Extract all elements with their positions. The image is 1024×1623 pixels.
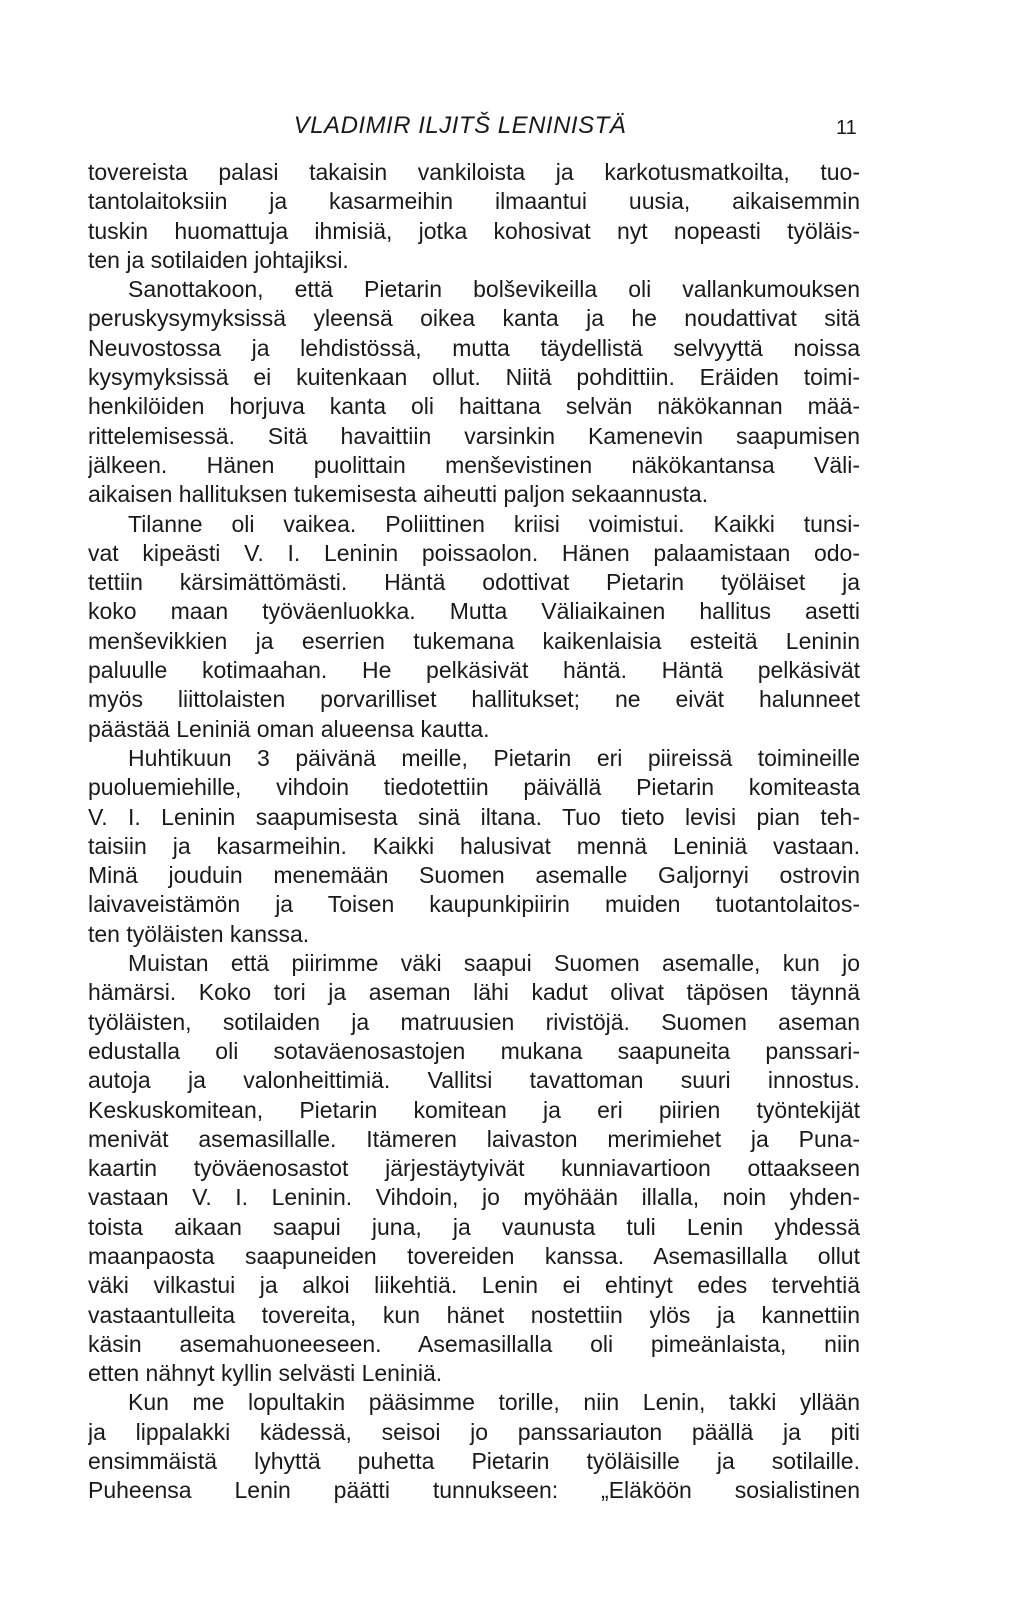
text-line: aikaisen hallituksen tukemisesta aiheutti paljon sekaannusta. (88, 481, 709, 508)
text-line: rittelemisessä. Sitä havaittiin varsinkin Kamenevin saapumisen (88, 422, 860, 449)
text-line: vat kipeästi V. I. Leninin poissaolon. Hänen palaamistaan odo- (88, 539, 860, 566)
text-line: kaartin työväenosastot järjestäytyivät kunniavartioon ottaakseen (88, 1155, 860, 1182)
text-line: käsin asemahuoneeseen. Asemasillalla oli pimeänlaista, niin (88, 1330, 860, 1357)
text-line: koko maan työväenluokka. Mutta Väliaikainen hallitus asetti (88, 598, 860, 625)
text-line: V. I. Leninin saapumisesta sinä iltana. Tuo tieto levisi pian teh- (88, 803, 860, 830)
text-line: tantolaitoksiin ja kasarmeihin ilmaantui uusia, aikaisemmin (88, 188, 860, 215)
text-line: paluulle kotimaahan. He pelkäsivät häntä. Häntä pelkäsivät (88, 657, 860, 684)
text-line: vastaan V. I. Leninin. Vihdoin, jo myöhään illalla, noin yhden- (88, 1184, 860, 1211)
text-line: väki vilkastui ja alkoi liikehtiä. Lenin ei ehtinyt edes tervehtiä (88, 1272, 860, 1299)
text-line: tuskin huomattuja ihmisiä, jotka kohosivat nyt nopeasti työläis- (88, 217, 860, 244)
text-line: tettiin kärsimättömästi. Häntä odottivat Pietarin työläiset ja (88, 569, 860, 596)
running-head (0, 110, 1024, 150)
paragraph-first-line: Muistan että piirimme väki saapui Suomen asemalle, kun jo (128, 950, 860, 977)
paragraph-first-line: Tilanne oli vaikea. Poliittinen kriisi voimistui. Kaikki tunsi- (128, 510, 860, 537)
text-line: laivaveistämön ja Toisen kaupunkipiirin muiden tuotantolaitos- (88, 891, 860, 918)
text-line: etten nähnyt kyllin selvästi Leniniä. (88, 1360, 443, 1387)
text-line: ten työläisten kanssa. (88, 920, 310, 947)
text-line: toista aikaan saapui juna, ja vaunusta tuli Lenin yhdessä (88, 1213, 860, 1240)
text-line: henkilöiden horjuva kanta oli haittana selvän näkökannan mää- (88, 393, 860, 420)
text-line: kysymyksissä ei kuitenkaan ollut. Niitä pohdittiin. Eräiden toimi- (88, 364, 860, 391)
paragraph-first-line: Sanottakoon, että Pietarin bolševikeilla oli vallankumouksen (128, 276, 860, 303)
text-line: myös liittolaisten porvarilliset hallitukset; ne eivät halunneet (88, 686, 860, 713)
text-line: Neuvostossa ja lehdistössä, mutta täydellistä selvyyttä noissa (88, 334, 860, 361)
text-line: päästää Leniniä oman alueensa kautta. (88, 715, 490, 742)
text-line: jälkeen. Hänen puolittain menševistinen näkökantansa Väli- (88, 451, 860, 478)
text-line: Puheensa Lenin päätti tunnukseen: „Eläköön sosialistinen (88, 1477, 860, 1504)
text-line: peruskysymyksissä yleensä oikea kanta ja he noudattivat sitä (88, 305, 860, 332)
paragraph-first-line: Kun me lopultakin pääsimme torille, niin Lenin, takki yllään (128, 1389, 860, 1416)
text-line: autoja ja valonheittimiä. Vallitsi tavattoman suuri innostus. (88, 1067, 860, 1094)
text-line: maanpaosta saapuneiden tovereiden kanssa. Asemasillalla ollut (88, 1242, 860, 1269)
text-line: Keskuskomitean, Pietarin komitean ja eri piirien työntekijät (88, 1096, 860, 1123)
text-line: työläisten, sotilaiden ja matruusien rivistöjä. Suomen aseman (88, 1008, 860, 1035)
text-line: menševikkien ja eserrien tukemana kaikenlaisia esteitä Leninin (88, 627, 860, 654)
text-line: Minä jouduin menemään Suomen asemalle Galjornyi ostrovin (88, 862, 860, 889)
running-title: VLADIMIR ILJITŠ LENINISTÄ (293, 112, 627, 139)
body-text (88, 158, 860, 1506)
text-line: tovereista palasi takaisin vankiloista ja karkotusmatkoilta, tuo- (88, 159, 860, 185)
text-line: puoluemiehille, vihdoin tiedotettiin päivällä Pietarin komiteasta (88, 774, 860, 801)
paragraph-first-line: Huhtikuun 3 päivänä meille, Pietarin eri piireissä toimineille (128, 744, 860, 771)
text-line: menivät asemasillalle. Itämeren laivaston merimiehet ja Puna- (88, 1125, 860, 1152)
text-line: edustalla oli sotaväenosastojen mukana saapuneita panssari- (88, 1037, 860, 1064)
text-line: ten ja sotilaiden johtajiksi. (88, 246, 349, 273)
text-line: taisiin ja kasarmeihin. Kaikki halusivat mennä Leniniä vastaan. (88, 832, 860, 859)
text-line: vastaantulleita tovereita, kun hänet nostettiin ylös ja kannettiin (88, 1301, 860, 1328)
text-line: ensimmäistä lyhyttä puhetta Pietarin työläisille ja sotilaille. (88, 1448, 860, 1475)
text-line: ja lippalakki kädessä, seisoi jo panssariauton päällä ja piti (88, 1418, 860, 1445)
text-line: hämärsi. Koko tori ja aseman lähi kadut olivat täpösen täynnä (88, 979, 860, 1006)
page-number: 11 (836, 117, 857, 139)
